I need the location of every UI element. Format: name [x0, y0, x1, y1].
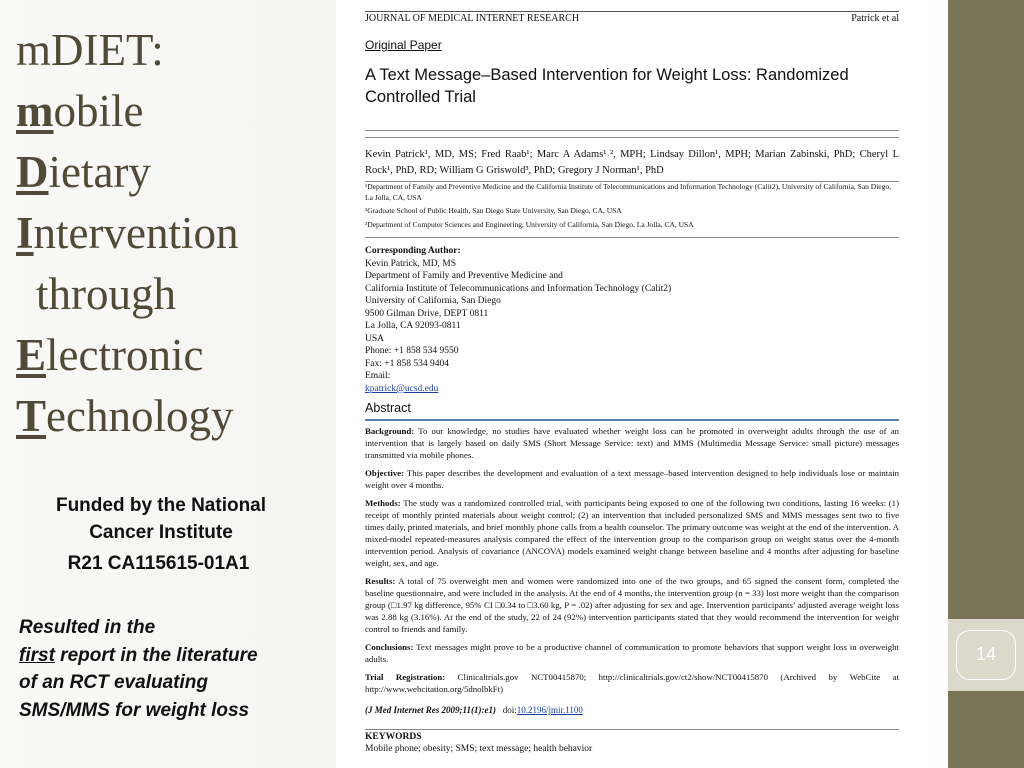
- title-line-through: through: [36, 269, 176, 319]
- affiliation-1: ¹Department of Family and Preventive Medicine and the California Institute of Telecommunications and Information Technology (Calit2), University of California, San Diego, La Jolla, CA, USA: [365, 182, 891, 202]
- corresponding-author: Corresponding Author: Kevin Patrick, MD, MS Department of Family and Preventive Medicine and California Institute of Telecommunications and Information Technology (Calit2) University of California, San Diego 9500 Gilman Drive, DEPT 0811 La Jolla, CA 92093-0811 USA Phone: +1 858 534 9550 Fax: +1 858 534 9404 Email: kpatrick@ucsd.edu: [365, 245, 899, 395]
- article-type: Original Paper: [365, 38, 442, 52]
- affiliation-3: ³Department of Computer Sciences and Engineering, University of California, San Diego, La Jolla, CA, USA: [365, 219, 694, 229]
- keywords-heading: KEYWORDS: [365, 729, 899, 742]
- title-line-mobile: mobile: [16, 86, 144, 136]
- abstract-objective: Objective: This paper describes the development and evaluation of a text message–based intervention designed to help individuals lose or maintain weight over 4 months.: [365, 468, 899, 490]
- divider: [365, 130, 899, 131]
- abstract-results: Results: A total of 75 overweight men and women were randomized into one of the two groups, and 65 signed the consent form, completed the baseline questionnaire, and were included in the analysis. At the end of 4 months, the intervention group (n = 33) lost more weight than the comparison group (□1.97 kg difference, 95% CI □0.34 to □3.60 kg, P = .02) after adjusting for sex and age. Intervention participants’ adjusted average weight loss was 2.88 kg (3.16%). At the end of the study, 22 of 24 (92%) intervention participants stated that they would recommend the intervention for weight control to friends and family.: [365, 576, 899, 634]
- abstract-heading: Abstract: [365, 401, 411, 415]
- divider: [365, 237, 899, 238]
- divider: [365, 137, 899, 138]
- abstract-body: [365, 425, 899, 701]
- title-line-electronic: Electronic: [16, 330, 204, 380]
- grant-number: R21 CA115615-01A1: [67, 553, 250, 574]
- paper-title: A Text Message–Based Intervention for Weight Loss: Randomized Controlled Trial: [365, 66, 849, 106]
- abstract-background: Background: To our knowledge, no studies have evaluated whether weight loss can be promoted in overweight adults through the use of an intervention that is largely based on daily SMS (Short Message Service: text) and MMS (Multimedia Message Service: small picture) messages transmitted via mobile phones.: [365, 426, 899, 460]
- corresponding-heading: Corresponding Author:: [365, 246, 461, 256]
- email-link[interactable]: kpatrick@ucsd.edu: [365, 383, 439, 394]
- citation: (J Med Internet Res 2009;11(1):e1) doi:10.2196/jmir.1100: [365, 705, 583, 715]
- running-author: Patrick et al: [851, 13, 899, 24]
- funding-text: Funded by the National Cancer Institute: [55, 495, 267, 543]
- title-line-intervention: Intervention: [16, 208, 239, 258]
- slide-number: 14: [975, 644, 997, 664]
- slide-title: [16, 20, 238, 447]
- email-line: Email: kpatrick@ucsd.edu: [365, 371, 439, 394]
- title-line-technology: Technology: [16, 391, 234, 441]
- keywords: Mobile phone; obesity; SMS; text message; health behavior: [365, 744, 593, 754]
- doi-link[interactable]: 10.2196/jmir.1100: [516, 705, 583, 715]
- paper-screenshot: [336, 0, 928, 768]
- affiliations: [365, 182, 899, 233]
- title-line-mdiet: mDIET:: [16, 25, 164, 75]
- abstract-trial-registration: Trial Registration: Clinicaltrials.gov NCT00415870; http://clinicaltrials.gov/ct2/show/NCT00415870 (Archived by WebCite at http://www.webcitation.org/5dnolbkFt): [365, 672, 899, 694]
- title-line-dietary: Dietary: [16, 147, 151, 197]
- abstract-rule: [365, 419, 899, 421]
- author-list: Kevin Patrick¹, MD, MS; Fred Raab¹; Marc A Adams¹˒², MPH; Lindsay Dillon¹, MPH; Marian Zabinski, PhD; Cheryl L Rock¹, PhD, RD; William G Griswold³, PhD; Gregory J Norman¹, PhD: [365, 149, 899, 176]
- journal-header: [365, 11, 899, 24]
- journal-name: JOURNAL OF MEDICAL INTERNET RESEARCH: [365, 13, 580, 24]
- abstract-conclusions: Conclusions: Text messages might prove to be a productive channel of communication to promote behaviors that support weight loss in overweight adults.: [365, 642, 899, 664]
- abstract-methods: Methods: The study was a randomized controlled trial, with participants being exposed to one of the following two conditions, lasting 16 weeks: (1) receipt of monthly printed materials about weight control; (2) an intervention that included personalized SMS and MMS messages sent two to five times daily, printed materials, and brief monthly phone calls from a health counselor. The primary outcome was weight at the end of the intervention. A mixed-model repeated-measures analysis compared the effect of the intervention group to the comparison group on weight status over the 4-month intervention period. Analysis of covariance (ANCOVA) models examined weight change between baseline and 4 months after adjusting for baseline weight, sex, and age.: [365, 498, 899, 568]
- result-note: Resulted in the first report in the literature of an RCT evaluating SMS/MMS for weight loss: [19, 617, 258, 721]
- affiliation-2: ²Graduate School of Public Health, San Diego State University, San Diego, CA, USA: [365, 206, 622, 215]
